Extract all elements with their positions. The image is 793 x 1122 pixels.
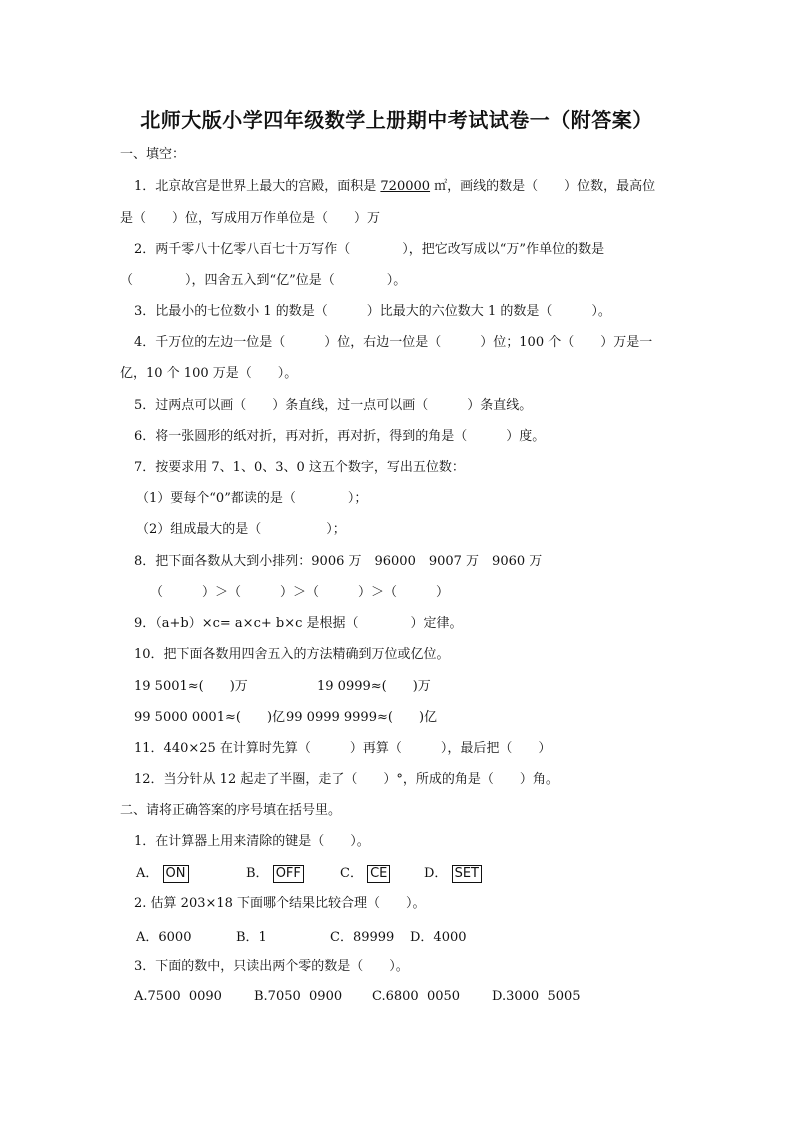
question-10-item-d: 99 0999 9999≈( )亿: [286, 710, 438, 725]
q2-option-a: A．6000: [136, 930, 192, 945]
q1-text-pre: 1．北京故宫是世界上最大的宫殿，面积是: [134, 179, 381, 194]
question-8-blanks: （ ）＞（ ）＞（ ）＞（ ）: [150, 585, 450, 600]
question-7-part-2: （2）组成最大的是（ ）；: [136, 522, 346, 537]
option-d: [424, 862, 482, 883]
option-a-letter: A．: [136, 866, 159, 881]
section-2-heading: 二、请将正确答案的序号填在括号里。: [120, 803, 342, 818]
q1-text-post: ㎡，画线的数是（ ）位数，最高位: [430, 179, 656, 194]
calculator-key-on: ON: [163, 865, 189, 883]
question-8: 8．把下面各数从大到小排列：9006 万 96000 9007 万 9060 万: [134, 554, 543, 569]
question-7: 7．按要求用 7、1、0、3、0 这五个数字，写出五位数：: [134, 460, 465, 475]
question-3: 3．比最小的七位数小 1 的数是（ ）比最大的六位数大 1 的数是（ ）。: [134, 304, 611, 319]
question-10-item-b: 19 0999≈( )万: [317, 679, 431, 694]
calculator-key-ce: CE: [367, 865, 390, 883]
question-2-line-1: 2．两千零八十亿零八百七十万写作（ ），把它改写成以“万”作单位的数是: [134, 242, 605, 257]
question-11: 11．440×25 在计算时先算（ ）再算（ ），最后把（ ）: [134, 741, 552, 756]
question-5: 5．过两点可以画（ ）条直线，过一点可以画（ ）条直线。: [134, 398, 533, 413]
q3-option-b: B.7050 0900: [254, 989, 343, 1004]
question-10: 10．把下面各数用四舍五入的方法精确到万位或亿位。: [134, 647, 450, 662]
question-6: 6．将一张圆形的纸对折，再对折，再对折，得到的角是（ ）度。: [134, 429, 546, 444]
section-1-heading: 一、填空：: [120, 147, 186, 162]
option-c: [340, 862, 390, 883]
question-10-item-a: 19 5001≈( )万: [134, 679, 248, 694]
question-4-line-1: 4．千万位的左边一位是（ ）位，右边一位是（ ）位；100 个（ ）万是一: [134, 335, 653, 350]
calculator-key-set: SET: [452, 865, 482, 883]
q2-option-b: B．1: [236, 930, 267, 945]
question-1-line-2: 是（ ）位，写成用万作单位是（ ）万: [120, 211, 381, 226]
option-b-letter: B．: [246, 866, 269, 881]
option-d-letter: D．: [424, 866, 448, 881]
question-2-line-2: （ ），四舍五入到“亿”位是（ ）。: [120, 273, 407, 288]
section-2-question-2: 2. 估算 203×18 下面哪个结果比较合理（ ）。: [134, 896, 426, 911]
calculator-key-off: OFF: [273, 865, 304, 883]
option-c-letter: C．: [340, 866, 363, 881]
section-2-question-3: 3．下面的数中，只读出两个零的数是（ ）。: [134, 959, 409, 974]
q2-option-c: C．89999: [330, 930, 395, 945]
question-12: 12．当分针从 12 起走了半圈，走了（ ）°，所成的角是（ ）角。: [134, 772, 559, 787]
q3-option-d: D.3000 5005: [492, 989, 581, 1004]
question-10-item-c: 99 5000 0001≈( )亿: [134, 710, 286, 725]
question-9: 9．（a+b）×c= a×c+ b×c 是根据（ ）定律。: [134, 616, 463, 631]
option-b: [246, 862, 304, 883]
q3-option-a: A.7500 0090: [134, 989, 222, 1004]
q3-option-c: C.6800 0050: [372, 989, 461, 1004]
q1-underlined-number: 720000: [380, 179, 431, 194]
question-4-line-2: 亿，10 个 100 万是（ ）。: [120, 366, 298, 381]
option-a: [136, 862, 189, 883]
q2-option-d: D．4000: [410, 930, 467, 945]
question-7-part-1: （1）要每个“0”都读的是（ ）；: [136, 491, 368, 506]
page-title: 北师大版小学四年级数学上册期中考试试卷一（附答案）: [140, 108, 653, 132]
question-1-line-1: [134, 178, 655, 196]
section-2-question-1: 1．在计算器上用来清除的键是（ ）。: [134, 834, 370, 849]
